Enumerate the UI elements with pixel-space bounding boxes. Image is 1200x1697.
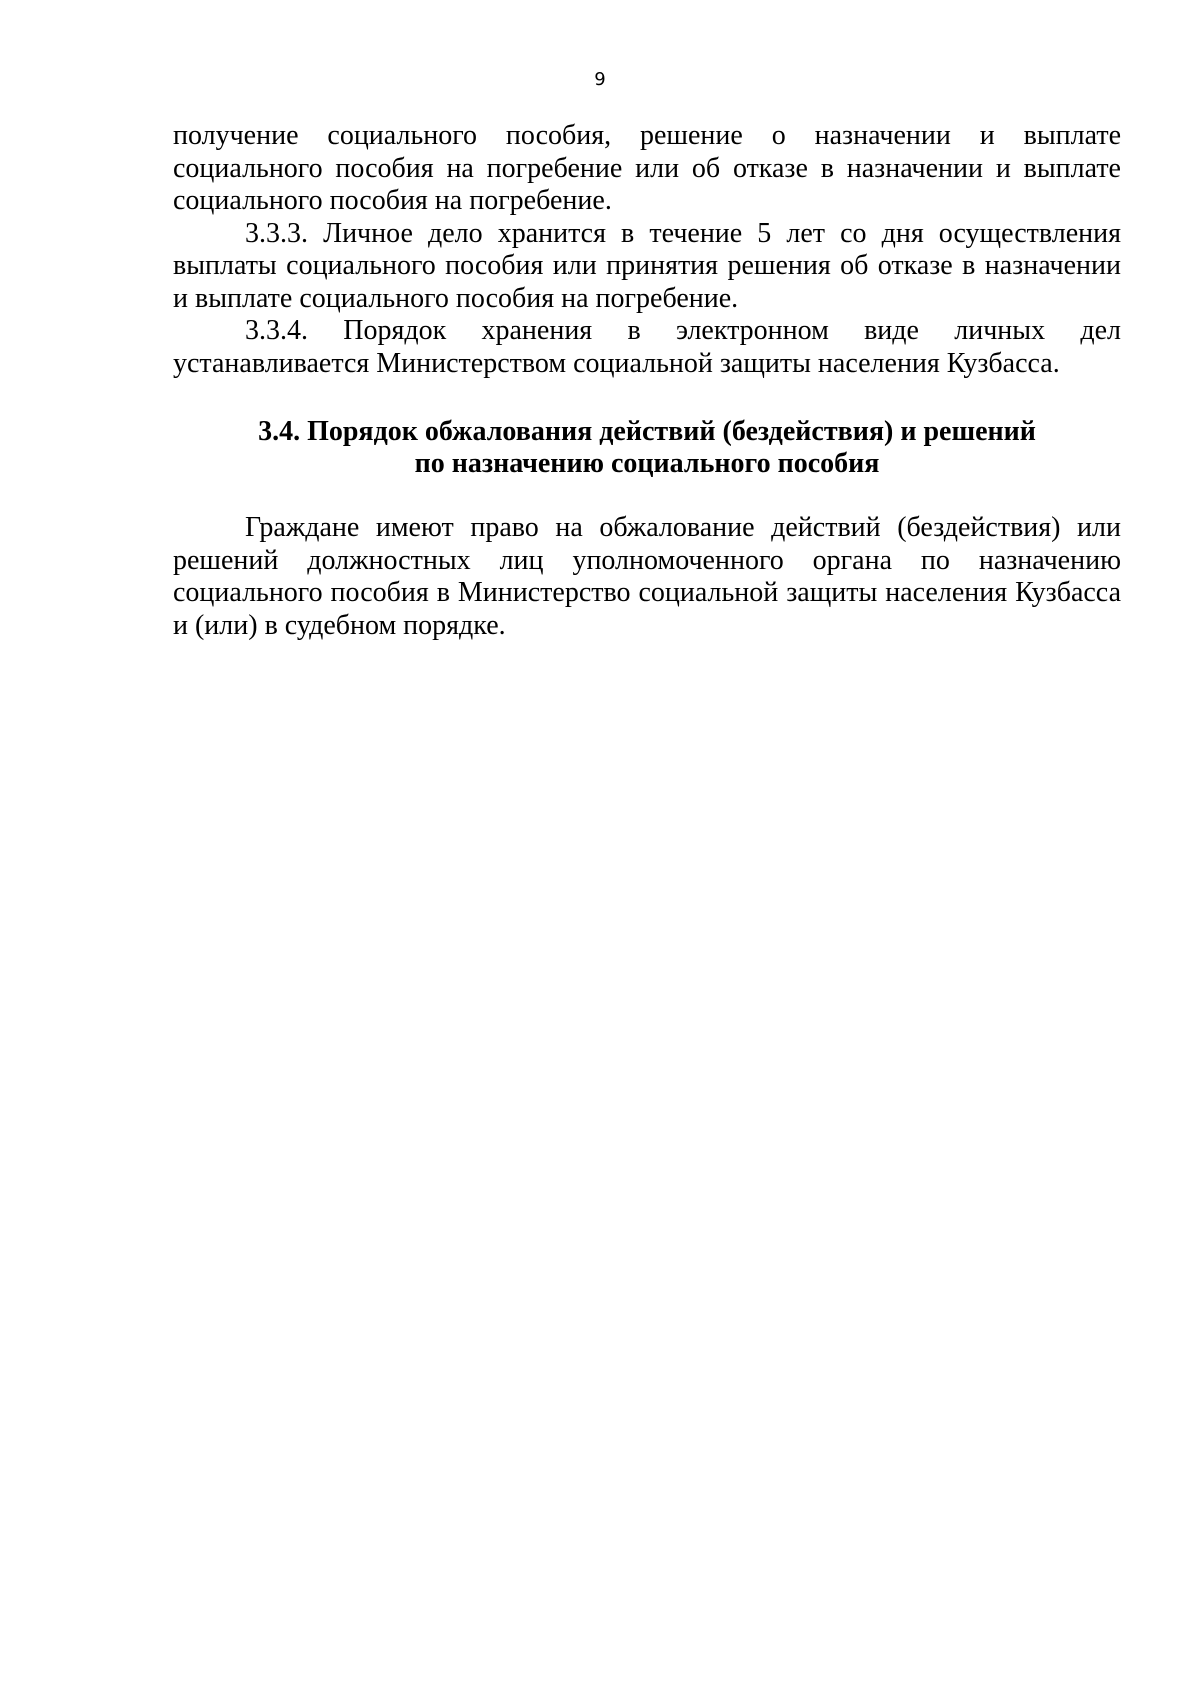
continuation-paragraph: получение социального пособия, решение о назначении и выплате социального пособия на погребение или об отказе в назначении и выплате социального пособия на погребение.: [173, 120, 1121, 216]
section-heading-3-4: [173, 416, 1121, 480]
paragraph-3-3-3: 3.3.3. Личное дело хранится в течение 5 лет со дня осуществления выплаты социального пособия или принятия решения об отказе в назначении и выплате социального пособия на погребение.: [173, 217, 1121, 314]
section-3-3-text: [173, 120, 1121, 380]
paragraph-3-3-4: 3.3.4. Порядок хранения в электронном виде личных дел устанавливается Министерством социальной защиты населения Кузбасса.: [173, 315, 1121, 379]
heading-line-2: по назначению социального пособия: [414, 448, 880, 479]
page-number: 9: [594, 69, 606, 90]
heading-line-1: 3.4. Порядок обжалования действий (бездействия) и решений: [258, 416, 1036, 447]
section-3-4-text: [173, 512, 1121, 642]
appeal-rights-paragraph: Граждане имеют право на обжалование действий (бездействия) или решений должностных лиц уполномоченного органа по назначению социального пособия в Министерство социальной защиты населения Кузбасса и (или) в судебном порядке.: [173, 512, 1121, 641]
